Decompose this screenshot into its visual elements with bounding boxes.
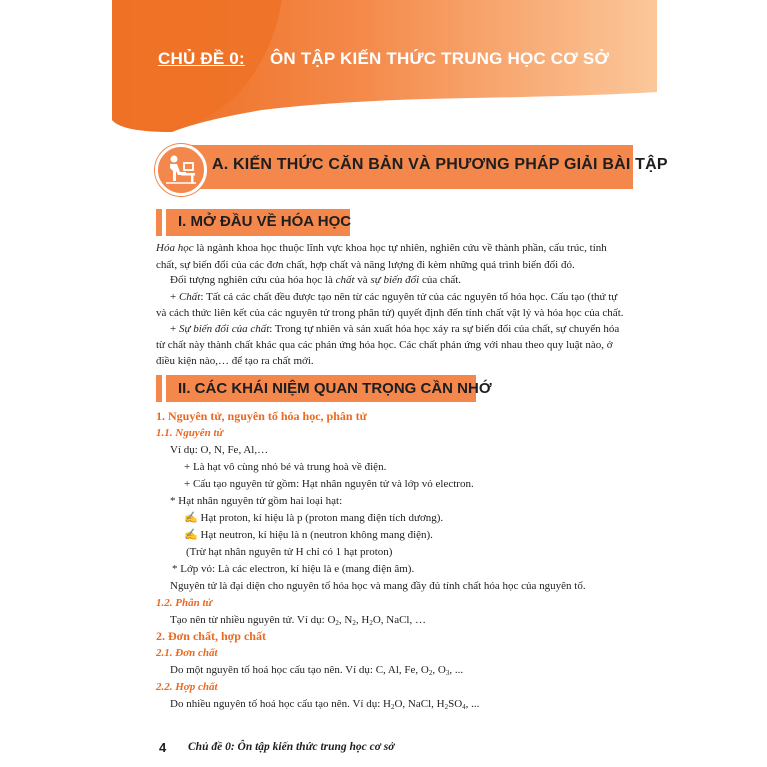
heading-marker (156, 375, 162, 402)
text-span: Sự biến đổi của chất (178, 323, 270, 335)
subheading-1-2: 1.2. Phân tử (156, 597, 213, 609)
text-span: sự biến đổi (370, 274, 420, 286)
note-hydrogen: (Trừ hạt nhân nguyên tử H chỉ có 1 hạt proton) (186, 546, 393, 558)
person-at-desk-icon (164, 153, 198, 187)
text-line: chất, sự biến đổi của các đơn chất, hợp chất và năng lượng đi kèm những quá trình biến đổi đó. (156, 258, 575, 271)
section-2-title: II. CÁC KHÁI NIỆM QUAN TRỌNG CẦN NHỚ (178, 380, 492, 397)
section-a-title: A. KIẾN THỨC CĂN BẢN VÀ PHƯƠNG PHÁP GIẢI BÀI TẬP (212, 156, 668, 173)
bullet-shell: * Lớp vỏ: Là các electron, kí hiệu là e (mang điện âm). (172, 563, 415, 575)
subheading-2-1: 2.1. Đơn chất (156, 647, 218, 659)
simple-substance-line: Do một nguyên tố hoá học cấu tạo nên. Ví dụ: C, Al, Fe, $O_2$, $O_3$, ... (170, 664, 464, 677)
text-span: : Tất cả các chất đều được tạo nên từ các nguyên tử của các nguyên tố hóa học. Cấu tạo (thứ tự (200, 291, 618, 303)
text-span: Do nhiều nguyên tố hoá học cấu tạo nên. Ví dụ: H (170, 698, 391, 710)
change-line-1 (170, 321, 619, 337)
chat-line-2: và cách thức liên kết của các nguyên tử trong phân tử) quyết định đến tính chất vật lý và hóa học của chất. (156, 307, 624, 319)
text-span: Chất (178, 291, 201, 303)
page-number: 4 (159, 740, 167, 755)
subheading-1: 1. Nguyên tử, nguyên tố hóa học, phân tử (156, 409, 367, 423)
bullet-neutron: ✍ Hạt neutron, kí hiệu là n (neutron không mang điện). (184, 529, 433, 541)
chapter-label: CHỦ ĐỀ 0: (158, 49, 245, 68)
change-line-3: điều kiện nào,… để tạo ra chất mới. (156, 355, 314, 367)
bullet-proton: ✍ Hạt proton, kí hiệu là p (proton mang điện tích dương). (184, 512, 444, 524)
term-hoa-hoc: Hóa học (156, 242, 194, 254)
bullet-atom-1: + Là hạt vô cùng nhỏ bé và trung hoà về điện. (184, 461, 387, 473)
intro-paragraph (156, 240, 632, 273)
chapter-title: ÔN TẬP KIẾN THỨC TRUNG HỌC CƠ SỞ (270, 49, 610, 68)
section-1-title: I. MỞ ĐẦU VỀ HÓA HỌC (178, 213, 352, 230)
change-line-2: từ chất này thành chất khác qua các phản ứng hóa học. Các chất phản ứng với nhau theo quy luật nào, ở (156, 339, 613, 351)
chat-line-1 (170, 289, 617, 305)
text-span: : Trong tự nhiên và sản xuất hóa học xảy ra sự biến đổi của chất, sự chuyển hóa (269, 323, 620, 335)
molecule-line: Tạo nên từ nhiều nguyên tử. Ví dụ: $O_2$, $N_2$, $H_2O$, NaCl, … (170, 614, 426, 627)
research-object-line (170, 272, 461, 288)
atom-summary: Nguyên tử là đại diện cho nguyên tố hóa học và mang đầy đủ tính chất hóa học của nguyên tố. (170, 580, 586, 592)
heading-marker (156, 209, 162, 236)
example-atoms: Ví dụ: O, N, Fe, Al,… (170, 444, 269, 456)
subheading-1-1: 1.1. Nguyên tử (156, 427, 224, 439)
text-span: Tạo nên từ nhiều nguyên tử. Ví dụ: O (170, 614, 336, 626)
text-span: chất (335, 274, 355, 286)
section-a-badge (155, 144, 207, 196)
subheading-2: 2. Đơn chất, hợp chất (156, 629, 266, 643)
compound-line: Do nhiều nguyên tố hoá học cấu tạo nên. Ví dụ: $H_2O$, NaCl, $H_2SO_4$, ... (170, 698, 480, 711)
subheading-2-2: 2.2. Hợp chất (156, 681, 218, 693)
text-span: + (170, 291, 179, 303)
text-span: Do một nguyên tố hoá học cấu tạo nên. Ví dụ: C, Al, Fe, O (170, 664, 429, 676)
bullet-atom-2: + Cấu tạo nguyên tử gồm: Hạt nhân nguyên tử và lớp vỏ electron. (184, 478, 474, 490)
text-span: là ngành khoa học thuộc lĩnh vực khoa học tự nhiên, nghiên cứu về thành phần, cấu trúc, tính (193, 242, 607, 254)
text-span: Đối tượng nghiên cứu của hóa học là (170, 274, 336, 286)
text-span: + (170, 323, 179, 335)
text-span: của chất. (419, 274, 462, 286)
running-title: Chủ đề 0: Ôn tập kiến thức trung học cơ sở (188, 741, 395, 753)
text-span: và (354, 274, 371, 286)
bullet-nucleus: * Hạt nhân nguyên tử gồm hai loại hạt: (170, 495, 343, 507)
